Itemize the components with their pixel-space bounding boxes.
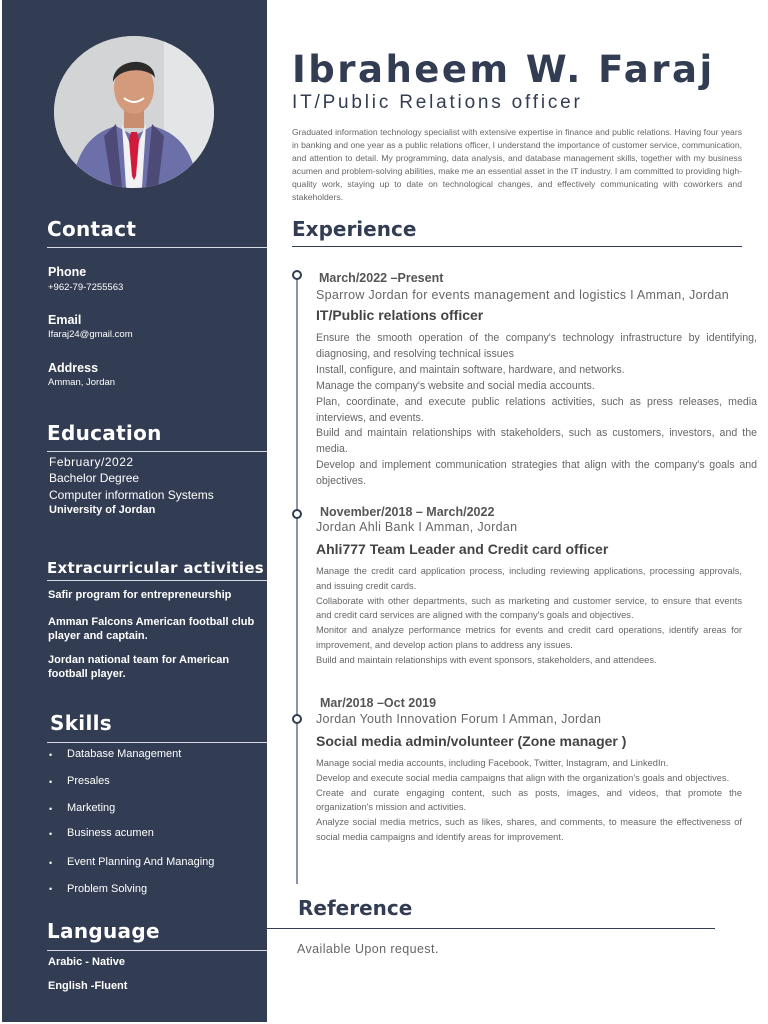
- education-major: Computer information Systems: [49, 488, 214, 502]
- phone-value: +962-79-7255563: [48, 282, 124, 293]
- phone-label: Phone: [48, 265, 87, 279]
- job-date: November/2018 – March/2022: [320, 505, 495, 519]
- reference-text: Available Upon request.: [297, 942, 439, 956]
- address-label: Address: [48, 361, 99, 375]
- contact-heading: Contact: [47, 217, 137, 241]
- job-duty: Develop and implement communication strategies that align with the company's goals and objectives.: [316, 459, 757, 488]
- job-organization: Jordan Ahli Bank I Amman, Jordan: [316, 520, 518, 534]
- job-duties-list: [316, 331, 757, 490]
- candidate-role: IT/Public Relations officer: [292, 92, 583, 113]
- job-duty: Plan, coordinate, and execute public relations activities, such as press releases, media interviews, and events.: [316, 395, 757, 424]
- job-date: March/2022 –Present: [319, 271, 444, 285]
- job-duty: Install, configure, and maintain software, hardware, and networks.: [316, 363, 625, 376]
- skill-item: Business acumen: [67, 827, 154, 839]
- extracurricular-item: Amman Falcons American football club player and captain.: [48, 616, 255, 642]
- bullet-icon: •: [49, 858, 53, 868]
- education-degree: Bachelor Degree: [49, 471, 140, 485]
- job-organization: Jordan Youth Innovation Forum I Amman, Jordan: [316, 712, 602, 726]
- job-duty: Manage the company's website and social media accounts.: [316, 379, 595, 392]
- skill-item: Event Planning And Managing: [67, 856, 215, 868]
- language-heading: Language: [47, 919, 160, 943]
- job-duty: Collaborate with other departments, such as marketing and customer service, to ensure that events and credit card services are aligned with the company's goals and objectives.: [316, 595, 742, 621]
- bullet-icon: •: [49, 750, 53, 760]
- job-duty: Create and curate engaging content, such as posts, images, and videos, that promote the organization's mission and activities.: [316, 787, 742, 813]
- profile-photo: [54, 36, 214, 188]
- profile-summary: Graduated information technology specialist with extensive expertise in finance and public relations. Having four years in banking and one year as a public relations officer, I understand the importance of customer service, communication, and attention to detail. My programming, data analysis, and database management skills, together with my business acumen and problem-solving abilities, make me an essential asset in the IT industry. I am committed to providing high-quality work, staying up to date on technological changes, and effectively communicating with coworkers and stakeholders.: [292, 127, 742, 202]
- skill-item: Problem Solving: [67, 883, 148, 895]
- job-title: Ahli777 Team Leader and Credit card officer: [316, 541, 609, 557]
- education-divider: [47, 451, 267, 452]
- education-school: University of Jordan: [49, 504, 156, 516]
- experience-divider: [292, 246, 742, 247]
- timeline-dot-icon: [292, 509, 302, 519]
- email-label: Email: [48, 313, 82, 327]
- job-date: Mar/2018 –Oct 2019: [320, 696, 437, 710]
- timeline-line: [296, 272, 298, 884]
- language-divider: [47, 950, 267, 951]
- email-value: Ifaraj24@gmail.com: [48, 329, 133, 340]
- job-duty: Build and maintain relationships with stakeholders, such as customers, investors, and the media.: [316, 427, 757, 456]
- job-duty: Ensure the smooth operation of the company's technology infrastructure by identifying, diagnosing, and resolving technical issues: [316, 332, 757, 360]
- language-item: English -Fluent: [48, 980, 128, 992]
- skill-item: Marketing: [67, 802, 116, 814]
- bullet-icon: •: [49, 884, 53, 894]
- reference-heading: Reference: [298, 896, 413, 920]
- job-title: IT/Public relations officer: [316, 307, 484, 323]
- reference-divider: [267, 928, 715, 929]
- bullet-icon: •: [49, 777, 53, 787]
- timeline-dot-icon: [292, 270, 302, 280]
- job-duty: Build and maintain relationships with event sponsors, stakeholders, and attendees.: [316, 654, 657, 665]
- job-duties-list: [316, 756, 742, 845]
- candidate-name: Ibraheem W. Faraj: [292, 48, 715, 91]
- job-title: Social media admin/volunteer (Zone manager ): [316, 733, 627, 749]
- job-duty: Analyze social media metrics, such as likes, shares, and comments, to measure the effectiveness of social media campaigns and identify areas for improvement.: [316, 817, 742, 842]
- bullet-icon: •: [49, 804, 53, 814]
- job-duty: Manage social media accounts, including Facebook, Twitter, Instagram, and LinkedIn.: [316, 758, 669, 768]
- job-duty: Develop and execute social media campaigns that align with the organization's goals and objectives.: [316, 772, 730, 783]
- skills-heading: Skills: [50, 711, 112, 735]
- profile-photo-illustration: [54, 36, 214, 188]
- contact-divider: [47, 247, 267, 248]
- skills-divider: [47, 742, 267, 743]
- job-duty: Manage the credit card application process, including reviewing applications, processing approvals, and issuing credit cards.: [316, 566, 742, 591]
- education-heading: Education: [47, 421, 162, 445]
- experience-heading: Experience: [292, 217, 417, 241]
- job-duty: Monitor and analyze performance metrics for events and credit card operations, identify areas for improvement, and develop action plans to address any issues.: [316, 625, 742, 650]
- sidebar: [2, 0, 267, 1022]
- education-date: February/2022: [49, 455, 134, 469]
- extracurricular-item: Jordan national team for American football player.: [48, 654, 230, 680]
- timeline-dot-icon: [292, 714, 302, 724]
- skill-item: Database Management: [67, 748, 182, 760]
- extracurricular-divider: [47, 580, 267, 581]
- job-organization: Sparrow Jordan for events management and logistics I Amman, Jordan: [316, 288, 730, 302]
- address-value: Amman, Jordan: [48, 377, 116, 388]
- language-item: Arabic - Native: [48, 956, 126, 968]
- job-duties-list: [316, 564, 742, 668]
- bullet-icon: •: [49, 829, 53, 839]
- skill-item: Presales: [67, 775, 110, 787]
- extracurricular-heading: Extracurricular activities: [47, 559, 265, 577]
- extracurricular-item: Safir program for entrepreneurship: [48, 589, 232, 601]
